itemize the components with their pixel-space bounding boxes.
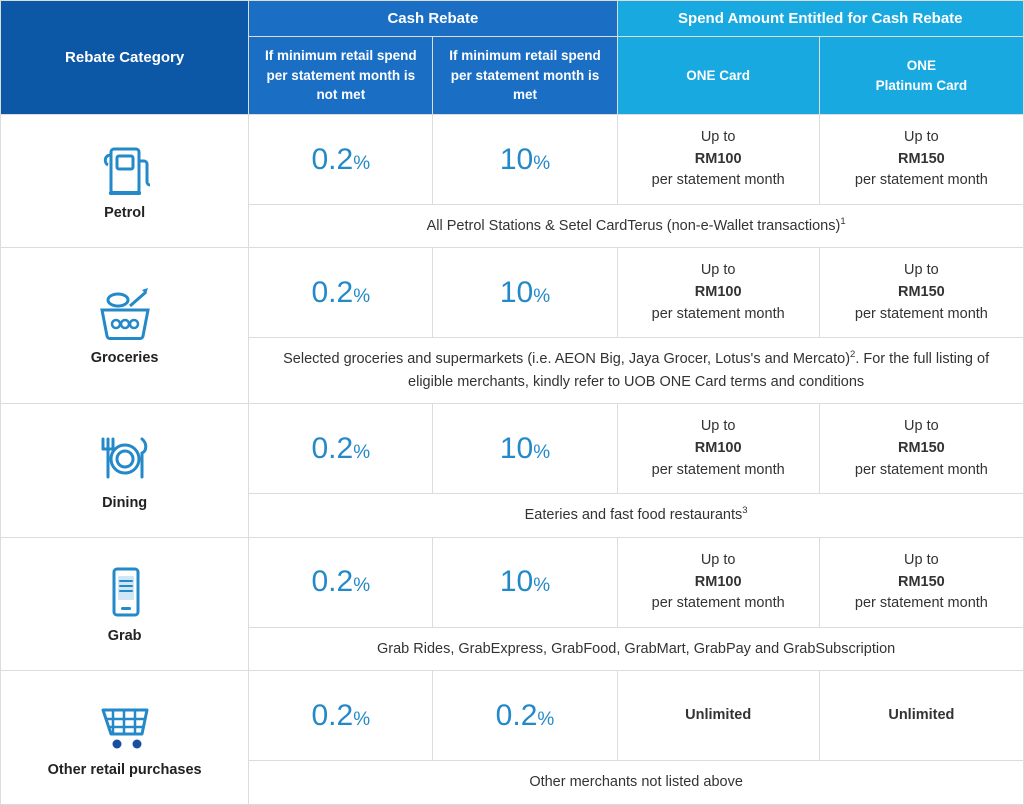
rebate-not-met-other [249, 671, 433, 761]
cutlery-plate-icon [7, 429, 242, 491]
amount-line1: Up to [700, 418, 736, 435]
header-spend-amount: Spend Amount Entitled for Cash Rebate [617, 1, 1023, 37]
amount-period: per statement month [651, 305, 785, 322]
rebate-met-groceries [433, 248, 617, 338]
one-card-amount-groceries [617, 248, 819, 338]
percent-symbol: % [353, 441, 371, 463]
category-cell-petrol [1, 115, 249, 248]
amount-line1: Up to [700, 551, 736, 568]
note-dining [249, 494, 1024, 537]
category-cell-dining [1, 404, 249, 537]
mobile-phone-icon [7, 562, 242, 624]
percent-value: 10 [499, 142, 534, 176]
percent-symbol: % [353, 575, 371, 597]
amount-period: per statement month [854, 461, 988, 478]
note-other-retail [249, 761, 1024, 804]
table-row [1, 404, 1024, 494]
amount-period: per statement month [854, 305, 988, 322]
percent-symbol: % [353, 285, 371, 307]
note-petrol [249, 205, 1024, 248]
rebate-met-petrol [433, 115, 617, 205]
percent-value: 0.2 [311, 142, 354, 176]
rebate-not-met-grab [249, 537, 433, 627]
header-one-platinum-line1: ONE [906, 57, 937, 73]
category-cell-grab [1, 537, 249, 670]
shopping-basket-icon [7, 284, 242, 346]
rebate-not-met-groceries [249, 248, 433, 338]
note-groceries [249, 338, 1024, 404]
note-text-after: . For the full listing of eligible merchants, kindly refer to UOB ONE Card terms and conditions [408, 351, 990, 390]
amount-value: RM150 [898, 150, 945, 167]
amount-line1: Up to [700, 128, 736, 145]
note-superscript: 1 [840, 216, 846, 228]
rebate-met-other [433, 671, 617, 761]
shopping-cart-icon [7, 696, 242, 758]
rebate-not-met-petrol [249, 115, 433, 205]
one-platinum-amount-grab [819, 537, 1023, 627]
fuel-pump-icon [7, 139, 242, 201]
one-card-amount-petrol [617, 115, 819, 205]
header-one-platinum-line2: Platinum Card [875, 77, 968, 93]
percent-symbol: % [533, 441, 551, 463]
category-label: Groceries [90, 349, 159, 366]
one-platinum-amount-dining [819, 404, 1023, 494]
amount-value: RM100 [694, 150, 742, 167]
amount-line1: Up to [904, 551, 939, 568]
note-superscript: 3 [742, 505, 748, 517]
rebate-met-grab [433, 537, 617, 627]
header-one-platinum-card [819, 37, 1023, 115]
table-row [1, 537, 1024, 627]
amount-value: RM100 [694, 284, 742, 301]
amount-period: per statement month [854, 172, 988, 189]
amount-line1: Up to [904, 418, 939, 435]
note-text: Selected groceries and supermarkets (i.e. AEON Big, Jaya Grocer, Lotus's and Mercato) [283, 351, 851, 368]
table-row [1, 671, 1024, 761]
amount-line1: Up to [904, 262, 939, 279]
percent-symbol: % [533, 152, 551, 174]
one-card-amount-grab [617, 537, 819, 627]
category-label: Other retail purchases [47, 761, 202, 778]
percent-value: 10 [499, 431, 534, 465]
note-text: Eateries and fast food restaurants [524, 507, 743, 524]
category-label: Petrol [104, 205, 146, 222]
one-platinum-amount-groceries [819, 248, 1023, 338]
table-row [1, 248, 1024, 338]
percent-symbol: % [353, 708, 371, 730]
amount-value: RM100 [694, 440, 742, 457]
amount-line1: Up to [700, 262, 736, 279]
note-grab [249, 627, 1024, 670]
amount-period: per statement month [854, 595, 988, 612]
header-min-spend-met: If minimum retail spend per statement month is met [433, 37, 617, 115]
amount-value: RM150 [898, 440, 945, 457]
rebate-met-dining [433, 404, 617, 494]
category-label: Dining [102, 494, 148, 511]
percent-symbol: % [533, 575, 551, 597]
note-text: Grab Rides, GrabExpress, GrabFood, GrabMart, GrabPay and GrabSubscription [377, 640, 896, 657]
table-row [1, 115, 1024, 205]
one-card-amount-other [617, 671, 819, 761]
note-text: All Petrol Stations & Setel CardTerus (non-e-Wallet transactions) [426, 218, 841, 234]
rebate-not-met-dining [249, 404, 433, 494]
amount-value: Unlimited [685, 706, 752, 723]
category-cell-groceries [1, 248, 249, 404]
percent-value: 0.2 [311, 698, 354, 732]
amount-value: RM150 [898, 284, 945, 301]
note-text: Other merchants not listed above [529, 774, 743, 791]
note-superscript: 2 [850, 349, 856, 361]
one-platinum-amount-petrol [819, 115, 1023, 205]
amount-period: per statement month [651, 172, 785, 189]
amount-value: RM100 [694, 573, 742, 590]
header-one-card: ONE Card [617, 37, 819, 115]
category-cell-other-retail [1, 671, 249, 804]
header-min-spend-not-met: If minimum retail spend per statement month is not met [249, 37, 433, 115]
one-card-amount-dining [617, 404, 819, 494]
amount-period: per statement month [651, 595, 785, 612]
amount-value: RM150 [898, 573, 945, 590]
percent-value: 0.2 [311, 275, 354, 309]
category-label: Grab [107, 628, 142, 645]
amount-period: per statement month [651, 461, 785, 478]
percent-value: 0.2 [311, 431, 354, 465]
one-platinum-amount-other [819, 671, 1023, 761]
header-rebate-category: Rebate Category [1, 1, 249, 115]
percent-value: 10 [499, 565, 534, 599]
percent-value: 0.2 [495, 698, 538, 732]
percent-value: 0.2 [311, 565, 354, 599]
percent-symbol: % [533, 285, 551, 307]
amount-value: Unlimited [888, 706, 955, 723]
table-header-row-1 [1, 1, 1024, 37]
percent-symbol: % [353, 152, 371, 174]
percent-value: 10 [499, 275, 534, 309]
header-cash-rebate: Cash Rebate [249, 1, 617, 37]
amount-line1: Up to [904, 128, 939, 145]
percent-symbol: % [537, 708, 555, 730]
